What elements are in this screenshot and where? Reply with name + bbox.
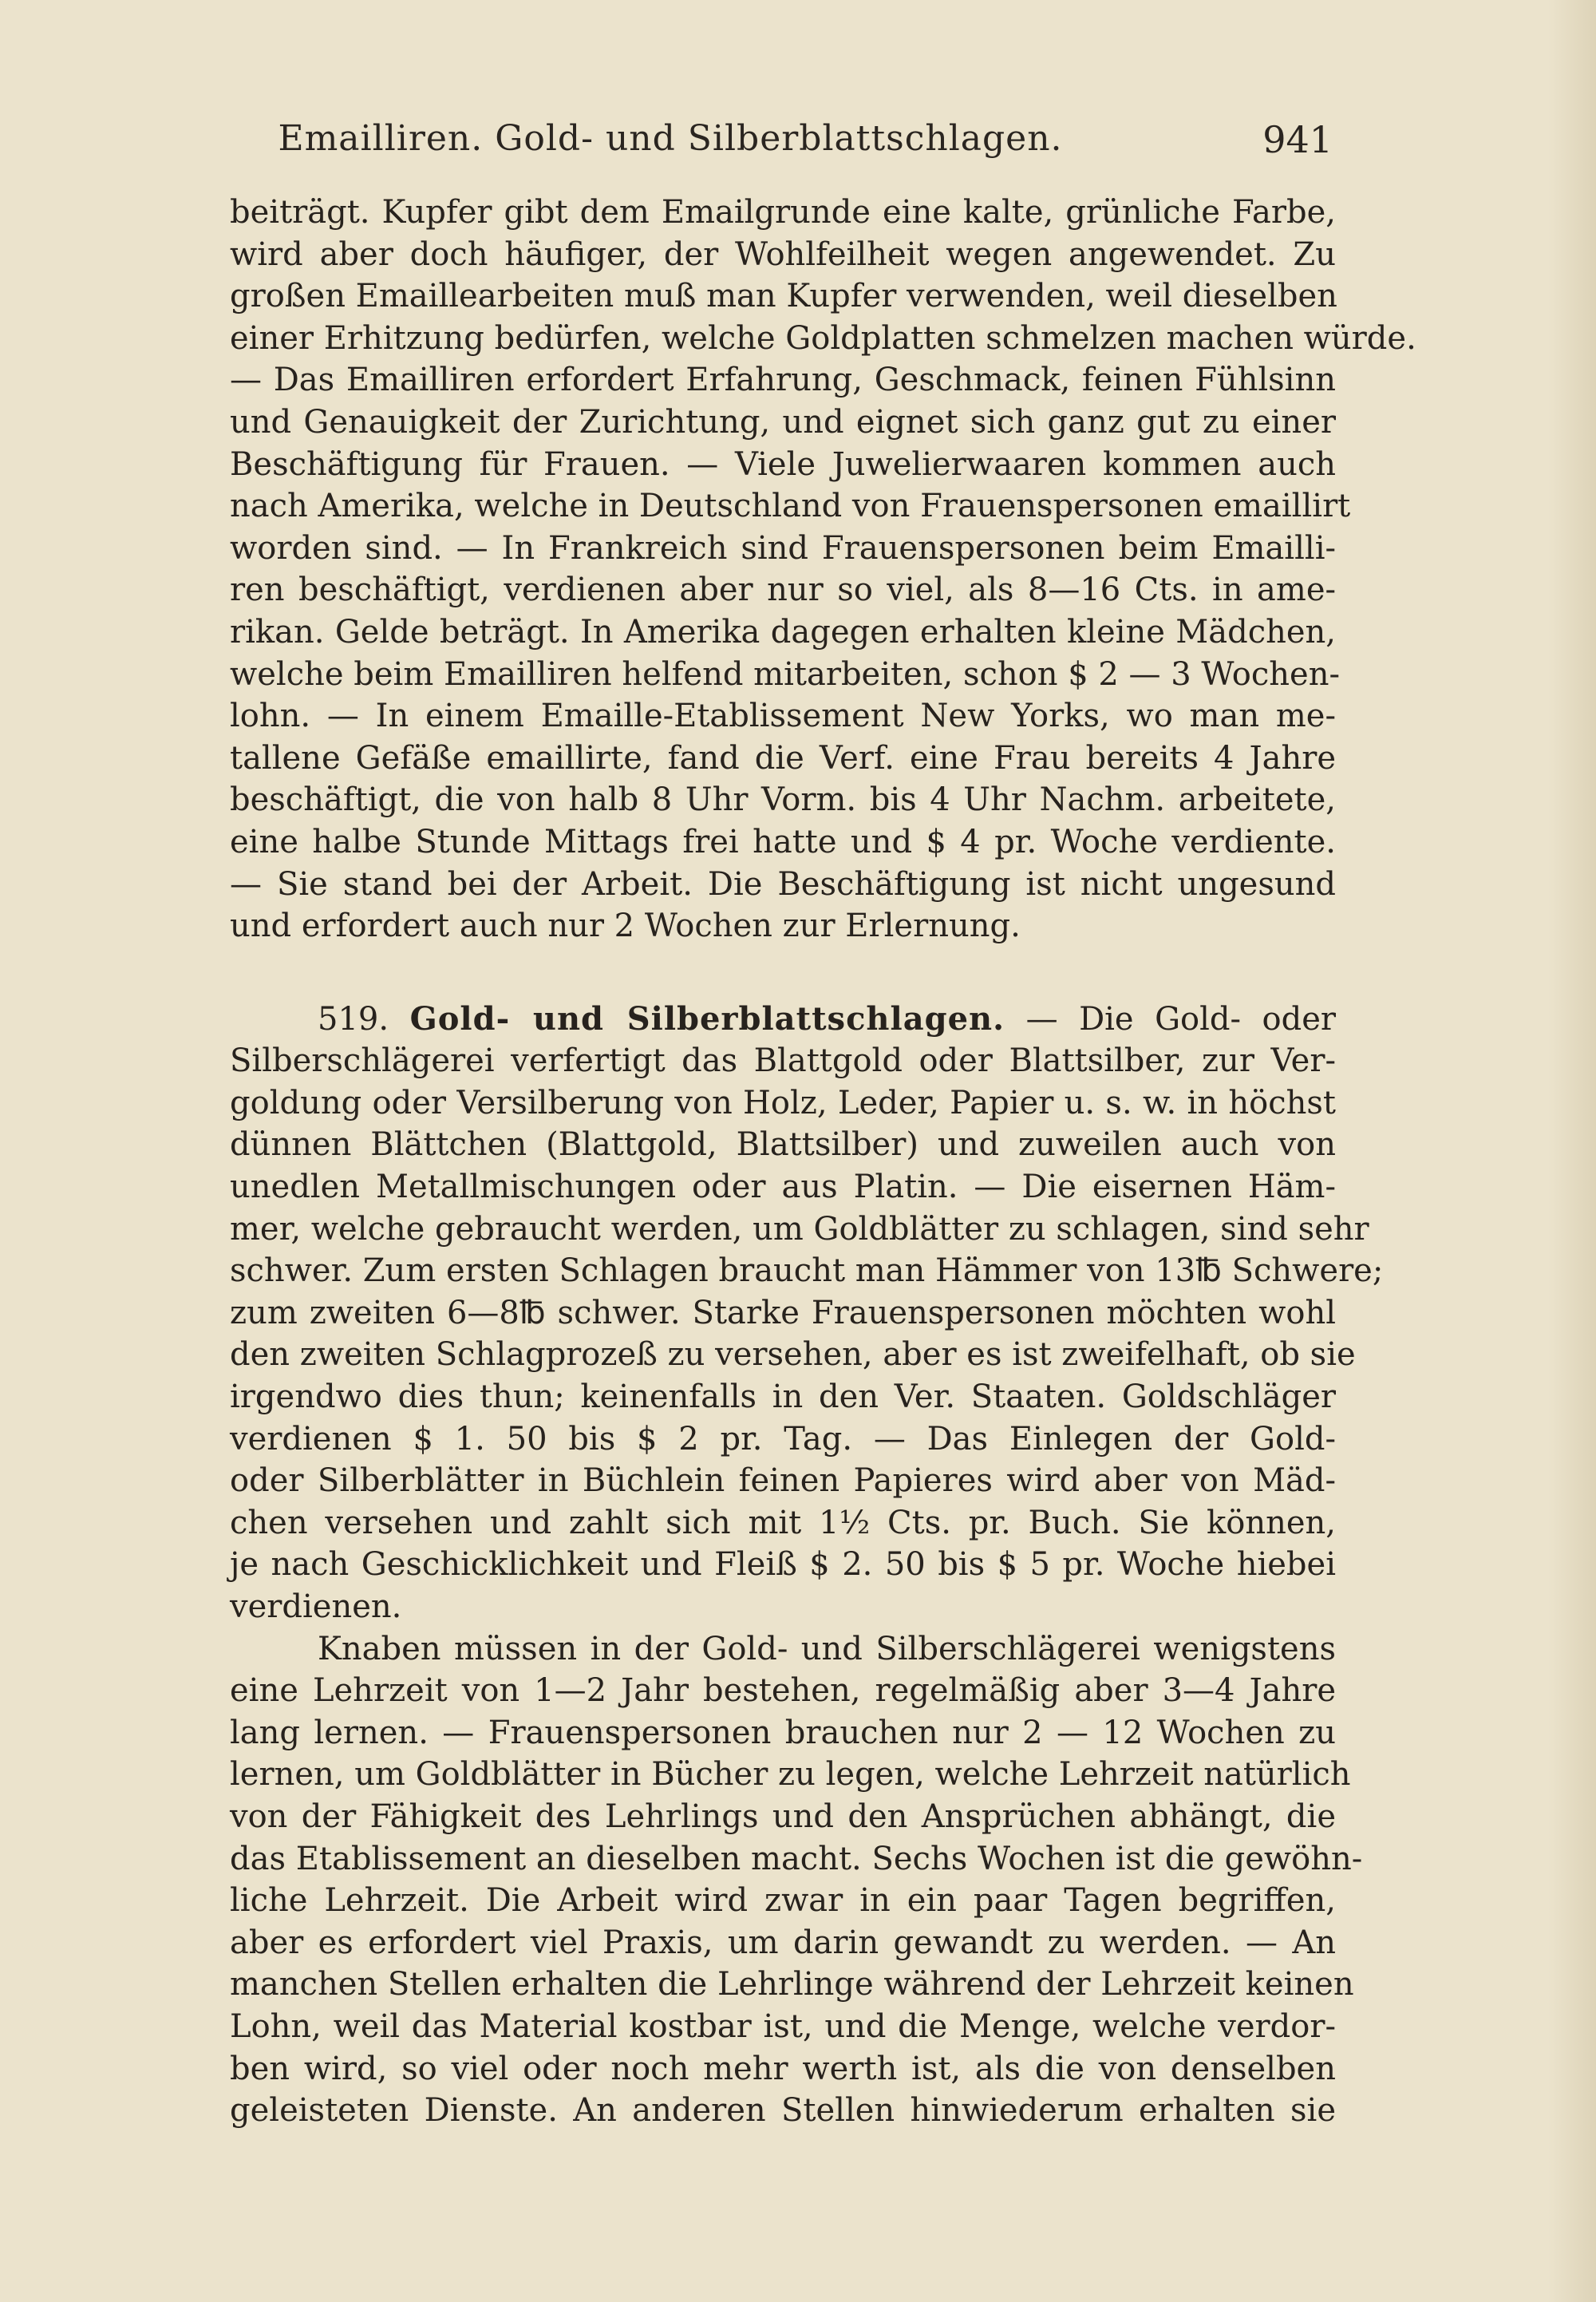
text-line: unedlen Metallmischungen oder aus Platin. — Die eisernen Häm-	[230, 1169, 1336, 1206]
section-gap	[230, 947, 1336, 999]
text-line: Lohn, weil das Material kostbar ist, und die Menge, welche verdor-	[230, 2007, 1336, 2045]
text-line: Knaben müssen in der Gold- und Silberschlägerei wenigstens	[318, 1630, 1336, 1667]
text-line: lernen, um Goldblätter in Bücher zu legen, welche Lehrzeit natürlich	[230, 1756, 1351, 1794]
text-line: beschäftigt, die von halb 8 Uhr Vorm. bis 4 Uhr Nachm. arbeitete,	[230, 781, 1336, 819]
text-line: den zweiten Schlagprozeß zu versehen, aber es ist zweifelhaft, ob sie	[230, 1336, 1356, 1374]
text-line: und erfordert auch nur 2 Wochen zur Erlernung.	[230, 908, 1021, 945]
body-text	[230, 192, 1416, 2132]
text-line: beiträgt. Kupfer gibt dem Emailgrunde eine kalte, grünliche Farbe,	[230, 194, 1336, 231]
text-line: und Genauigkeit der Zurichtung, und eignet sich ganz gut zu einer	[230, 403, 1336, 441]
text-line: dünnen Blättchen (Blattgold, Blattsilber) und zuweilen auch von	[230, 1126, 1336, 1164]
text-line: Silberschlägerei verfertigt das Blattgold oder Blattsilber, zur Ver-	[230, 1042, 1336, 1080]
text-line: verdienen $ 1. 50 bis $ 2 pr. Tag. — Das Einlegen der Gold-	[230, 1420, 1336, 1458]
section-first-line-text: — Die Gold- oder	[1025, 1000, 1337, 1038]
text-line: von der Fähigkeit des Lehrlings und den Ansprüchen abhängt, die	[230, 1798, 1336, 1835]
page-header	[231, 118, 1333, 166]
section-519	[230, 999, 1384, 1628]
text-line: verdienen.	[230, 1588, 402, 1625]
text-line: eine Lehrzeit von 1—2 Jahr bestehen, regelmäßig aber 3—4 Jahre	[230, 1672, 1336, 1710]
text-line: — Sie stand bei der Arbeit. Die Beschäftigung ist nicht ungesund	[230, 865, 1336, 903]
paragraph-lehrzeit	[230, 1628, 1363, 2132]
paragraph-emailliren	[230, 192, 1416, 947]
section-title: Gold- und Silberblattschlagen.	[409, 999, 1005, 1038]
page-edge-shadow	[1548, 0, 1596, 2302]
text-line: je nach Geschicklichkeit und Fleiß $ 2. 50 bis $ 5 pr. Woche hiebei	[230, 1546, 1336, 1584]
text-line: aber es erfordert viel Praxis, um darin gewandt zu werden. — An	[230, 1924, 1336, 1961]
text-line: mer, welche gebraucht werden, um Goldblätter zu schlagen, sind sehr	[230, 1210, 1369, 1248]
section-number: 519.	[318, 1000, 389, 1038]
text-line: eine halbe Stunde Mittags frei hatte und $ 4 pr. Woche verdiente.	[230, 823, 1336, 860]
text-line: tallene Gefäße emaillirte, fand die Verf. eine Frau bereits 4 Jahre	[230, 739, 1336, 777]
text-line: — Das Emailliren erfordert Erfahrung, Geschmack, feinen Fühlsinn	[230, 362, 1336, 399]
text-line: welche beim Emailliren helfend mitarbeiten, schon $ 2 — 3 Wochen-	[230, 655, 1340, 693]
text-line: worden sind. — In Frankreich sind Frauenspersonen beim Emailli-	[230, 529, 1336, 567]
page-number: 941	[1262, 118, 1333, 161]
text-line: lang lernen. — Frauenspersonen brauchen nur 2 — 12 Wochen zu	[230, 1714, 1336, 1751]
text-line: geleisteten Dienste. An anderen Stellen hinwiederum erhalten sie	[230, 2092, 1336, 2130]
text-line: rikan. Gelde beträgt. In Amerika dagegen erhalten kleine Mädchen,	[230, 613, 1336, 651]
running-title: Emailliren. Gold- und Silberblattschlagen.	[278, 118, 1063, 159]
text-line: schwer. Zum ersten Schlagen braucht man Hämmer von 13℔ Schwere;	[230, 1252, 1384, 1290]
text-line: zum zweiten 6—8℔ schwer. Starke Frauenspersonen möchten wohl	[230, 1294, 1336, 1331]
text-line: chen versehen und zahlt sich mit 1½ Cts. pr. Buch. Sie können,	[230, 1504, 1336, 1541]
text-line: einer Erhitzung bedürfen, welche Goldplatten schmelzen machen würde.	[230, 319, 1416, 357]
text-line: oder Silberblätter in Büchlein feinen Papieres wird aber von Mäd-	[230, 1462, 1336, 1500]
text-line: ben wird, so viel oder noch mehr werth ist, als die von denselben	[230, 2050, 1336, 2087]
text-line: das Etablissement an dieselben macht. Sechs Wochen ist die gewöhn-	[230, 1840, 1363, 1877]
text-line: nach Amerika, welche in Deutschland von Frauenspersonen emaillirt	[230, 488, 1351, 525]
text-line: wird aber doch häufiger, der Wohlfeilheit wegen angewendet. Zu	[230, 235, 1336, 273]
section-heading-line	[230, 999, 1336, 1041]
text-line: liche Lehrzeit. Die Arbeit wird zwar in ein paar Tagen begriffen,	[230, 1882, 1336, 1920]
text-line: irgendwo dies thun; keinenfalls in den Ver. Staaten. Goldschläger	[230, 1378, 1336, 1416]
text-line: lohn. — In einem Emaille-Etablissement New Yorks, wo man me-	[230, 698, 1336, 735]
text-line: goldung oder Versilberung von Holz, Leder, Papier u. s. w. in höchst	[230, 1084, 1336, 1121]
text-line: ren beschäftigt, verdienen aber nur so viel, als 8—16 Cts. in ame-	[230, 572, 1336, 609]
text-line: großen Emaillearbeiten muß man Kupfer verwenden, weil dieselben	[230, 278, 1337, 315]
text-line: Beschäftigung für Frauen. — Viele Juwelierwaaren kommen auch	[230, 445, 1336, 483]
text-line: manchen Stellen erhalten die Lehrlinge während der Lehrzeit keinen	[230, 1966, 1354, 2003]
